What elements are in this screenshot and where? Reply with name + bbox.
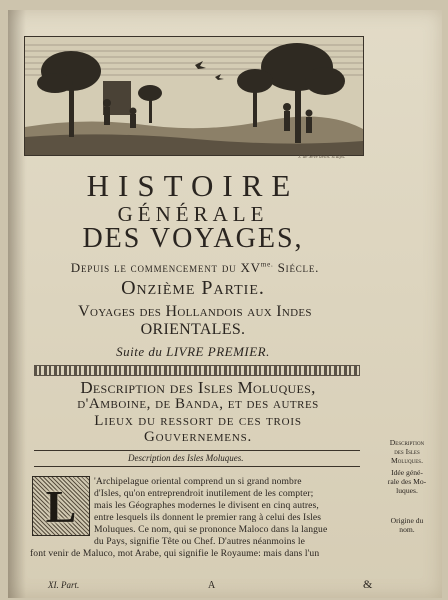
- title-subtitle: [30, 260, 360, 276]
- chapter-line-3: Lieux du ressort de ces trois: [94, 413, 302, 429]
- engraver-signature: J. de Sève delin. sculps.: [298, 155, 346, 160]
- chapter-line-2: d'Amboine, de Banda, et des autres: [77, 396, 319, 412]
- margin-note-2-line-2: rale des Mo-: [387, 477, 427, 486]
- margin-note-2: [376, 468, 438, 495]
- margin-note-2-line-3: luques.: [396, 486, 418, 495]
- rule-top: [34, 450, 360, 451]
- title-partie: Onzième Partie.: [121, 277, 265, 299]
- title-voyages-hollandois: Voyages des Hollandois aux Indes: [78, 303, 312, 320]
- margin-note-3-line-1: Origine du: [390, 516, 424, 525]
- subtitle-superscript: me.: [260, 260, 274, 269]
- body-line-6: du Pays, signifie Tête ou Chef. D'autres néanmoins le: [94, 536, 305, 547]
- title-generale: GÉNÉRALE: [117, 202, 269, 226]
- margin-note-2-line-1: Idée géné-: [391, 468, 423, 477]
- title-suite-livre: Suite du LIVRE PREMIER.: [116, 344, 270, 359]
- subtitle-text: Depuis le commencement du XV: [70, 260, 261, 275]
- rule-bottom: [34, 466, 360, 467]
- engraving-illustration: [24, 36, 364, 156]
- margin-note-1-line-3: Moluques.: [391, 456, 423, 465]
- engraving-scene: [25, 37, 363, 155]
- chapter-line-1: Description des Isles Moluques,: [80, 378, 316, 397]
- margin-note-1-line-1: Description: [389, 438, 425, 447]
- body-line-7: font venir de Maluco, mot Arabe, qui signifie le Royaume: mais dans l'un: [30, 548, 320, 559]
- title-des-voyages: DES VOYAGES,: [82, 223, 304, 254]
- body-line-5: Moluques. Ce nom, qui se prononce Maloco dans la langue: [94, 524, 328, 535]
- dropcap-ornament: [32, 476, 90, 536]
- margin-note-3: [376, 516, 438, 534]
- body-line-3: mais les Géographes modernes le divisent en cinq autres,: [94, 500, 319, 511]
- title-histoire: HISTOIRE: [86, 168, 300, 203]
- chapter-line-4: Gouvernemens.: [143, 429, 253, 445]
- margin-note-1-line-2: des Isles: [394, 447, 420, 456]
- body-line-4: entre lesquels ils donnent le premier rang à celui des Isles: [94, 512, 322, 523]
- margin-note-3-line-2: nom.: [399, 525, 415, 534]
- footer-volume: XI. Part.: [48, 580, 80, 590]
- running-head: Description des Isles Moluques.: [128, 453, 244, 463]
- body-line-1: 'Archipelague oriental comprend un si grand nombre: [94, 476, 302, 487]
- title-orientales: ORIENTALES.: [140, 321, 246, 338]
- ornamental-band: [34, 365, 360, 376]
- body-line-2: d'Isles, qu'on entreprendroit inutilement de les compter;: [94, 488, 314, 499]
- subtitle-siecle: Siécle.: [273, 260, 320, 275]
- margin-note-1: [376, 438, 438, 465]
- footer-catchword: &: [363, 577, 373, 591]
- book-page: [8, 10, 442, 598]
- footer-signature-mark: A: [208, 580, 216, 591]
- dropcap-letter: L: [45, 480, 77, 532]
